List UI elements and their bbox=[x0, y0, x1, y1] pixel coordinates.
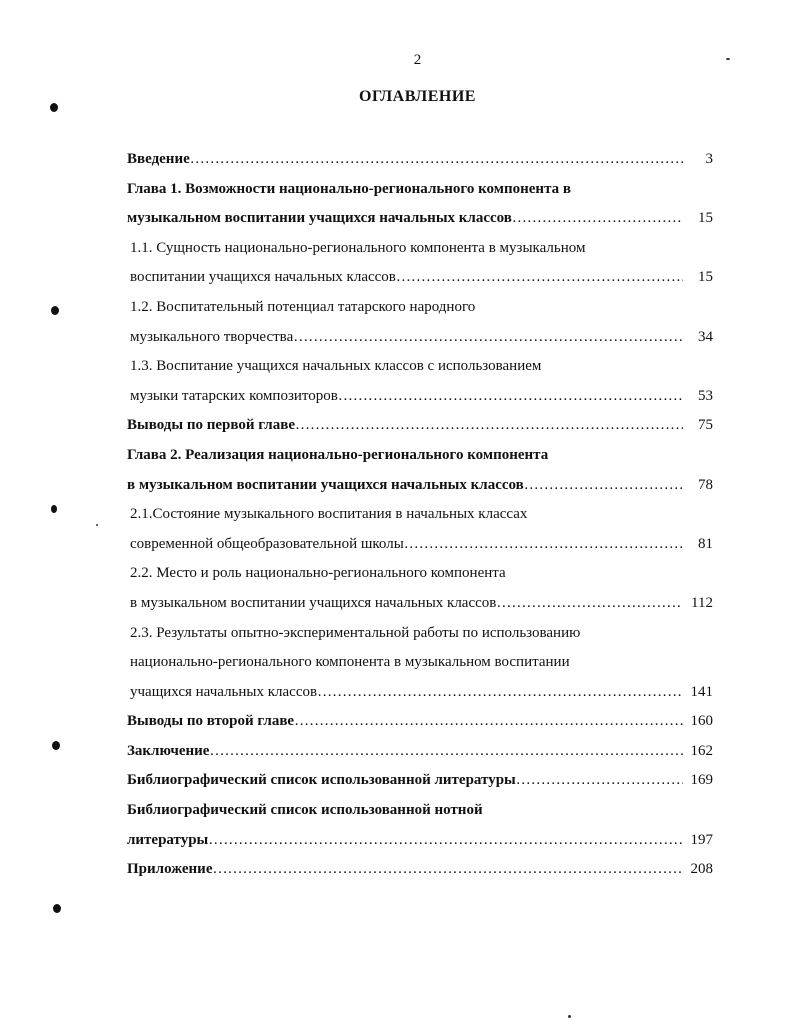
toc-entry-text: 2.1.Состояние музыкального воспитания в начальных классах bbox=[130, 506, 528, 523]
toc-entry bbox=[127, 352, 713, 411]
dot-leader bbox=[190, 145, 683, 175]
toc-entry-text: Библиографический список использованной литературы bbox=[127, 772, 516, 789]
toc-entry bbox=[127, 500, 713, 559]
toc-entry-text: национально-регионального компонента в музыкальном воспитании bbox=[130, 654, 570, 671]
toc-entry-text: Выводы по второй главе bbox=[127, 713, 295, 730]
dot-leader bbox=[496, 589, 683, 619]
toc-page-number-value: 75 bbox=[698, 417, 713, 434]
toc-title: ОГЛАВЛЕНИЕ bbox=[359, 88, 476, 105]
toc-entry-row bbox=[130, 382, 713, 412]
scan-speck bbox=[96, 524, 98, 526]
toc-entry-text: современной общеобразовательной школы bbox=[130, 535, 404, 552]
toc-page-number-value: 160 bbox=[690, 713, 713, 730]
toc-entry-row bbox=[127, 855, 713, 885]
toc-entry bbox=[127, 619, 713, 708]
toc-entry-text: музыкальном воспитании учащихся начальных классов bbox=[127, 210, 512, 227]
toc-entry-row bbox=[127, 471, 713, 501]
toc-page-number-value: 53 bbox=[698, 387, 713, 404]
toc-entry-row bbox=[130, 589, 713, 619]
toc-entry-row bbox=[130, 263, 713, 293]
toc-entry-text: воспитании учащихся начальных классов bbox=[130, 269, 396, 286]
toc-page-number-value: 78 bbox=[698, 476, 713, 493]
toc-entry-text: Выводы по первой главе bbox=[127, 417, 295, 434]
toc-entry-row bbox=[130, 678, 713, 708]
toc-entry-text: музыкального творчества bbox=[130, 328, 294, 345]
dot-leader bbox=[404, 530, 683, 560]
toc-entry-text: 2.2. Место и роль национально-регионального компонента bbox=[130, 565, 506, 582]
margin-mark bbox=[51, 306, 59, 315]
toc-entry-text: Глава 2. Реализация национально-регионального компонента bbox=[127, 446, 549, 463]
toc-entry-text: Заключение bbox=[127, 742, 210, 759]
toc-entry-row bbox=[127, 145, 713, 175]
toc-entry bbox=[127, 766, 713, 796]
toc-page-number-value: 15 bbox=[698, 269, 713, 286]
toc-entry-text: в музыкальном воспитании учащихся начальных классов bbox=[130, 594, 497, 611]
margin-mark bbox=[51, 505, 57, 513]
toc-entry-text: музыки татарских композиторов bbox=[130, 387, 338, 404]
dot-leader bbox=[293, 323, 683, 353]
dot-leader bbox=[317, 678, 683, 708]
scan-speck bbox=[568, 1015, 571, 1018]
dot-leader bbox=[338, 382, 683, 412]
dot-leader bbox=[295, 411, 683, 441]
dot-leader bbox=[212, 855, 683, 885]
toc-entry-text: Приложение bbox=[127, 861, 213, 878]
toc-entry bbox=[127, 293, 713, 352]
toc-page-number-value: 3 bbox=[705, 151, 713, 167]
toc-page-number-value: 169 bbox=[690, 772, 713, 789]
toc-entry-row bbox=[127, 707, 713, 737]
dot-leader bbox=[209, 737, 683, 767]
toc-entry bbox=[127, 559, 713, 618]
toc-entry-row bbox=[127, 411, 713, 441]
toc-entry-text: Введение bbox=[127, 151, 190, 167]
dot-leader bbox=[396, 263, 683, 293]
dot-leader bbox=[208, 826, 683, 856]
toc-entry-row bbox=[130, 323, 713, 353]
toc-entry bbox=[127, 411, 713, 441]
toc-entry bbox=[127, 145, 713, 175]
table-of-contents bbox=[127, 145, 713, 885]
toc-entry-text: 1.3. Воспитание учащихся начальных классов с использованием bbox=[130, 358, 542, 375]
toc-entry-text: литературы bbox=[127, 831, 209, 848]
toc-page-number-value: 112 bbox=[691, 594, 713, 611]
toc-entry-text: 1.2. Воспитательный потенциал татарского народного bbox=[130, 298, 476, 315]
dot-leader bbox=[294, 707, 683, 737]
page-number: 2 bbox=[413, 52, 422, 68]
toc-entry-row bbox=[127, 204, 713, 234]
toc-page-number-value: 162 bbox=[690, 742, 713, 759]
toc-page-number-value: 141 bbox=[690, 683, 713, 700]
margin-mark bbox=[53, 904, 61, 913]
toc-entry bbox=[127, 441, 713, 500]
toc-entry-text: Библиографический список использованной нотной bbox=[127, 802, 483, 819]
toc-entry bbox=[127, 737, 713, 767]
dot-leader bbox=[524, 471, 683, 501]
toc-entry-row bbox=[127, 766, 713, 796]
toc-entry bbox=[127, 175, 713, 234]
toc-entry-text: 1.1. Сущность национально-регионального компонента в музыкальном bbox=[130, 239, 586, 256]
toc-entry bbox=[127, 855, 713, 885]
toc-entry bbox=[127, 707, 713, 737]
toc-entry-text: учащихся начальных классов bbox=[130, 683, 318, 700]
dot-leader bbox=[512, 204, 683, 234]
toc-entry-text: 2.3. Результаты опытно-экспериментальной работы по использованию bbox=[130, 624, 581, 641]
toc-entry bbox=[127, 234, 713, 293]
toc-page-number-value: 81 bbox=[698, 535, 713, 552]
toc-page-number-value: 208 bbox=[690, 861, 713, 878]
dot-leader bbox=[516, 766, 683, 796]
toc-entry bbox=[127, 796, 713, 855]
margin-mark bbox=[52, 741, 60, 750]
toc-entry-row bbox=[127, 826, 713, 856]
toc-page-number-value: 34 bbox=[698, 328, 713, 345]
toc-entry-row bbox=[130, 530, 713, 560]
toc-entry-text: в музыкальном воспитании учащихся начальных классов bbox=[127, 476, 524, 493]
toc-entry-row bbox=[127, 737, 713, 767]
toc-page-number-value: 197 bbox=[690, 831, 713, 848]
toc-page-number-value: 15 bbox=[698, 210, 713, 227]
toc-entry-text: Глава 1. Возможности национально-регионального компонента в bbox=[127, 180, 571, 197]
